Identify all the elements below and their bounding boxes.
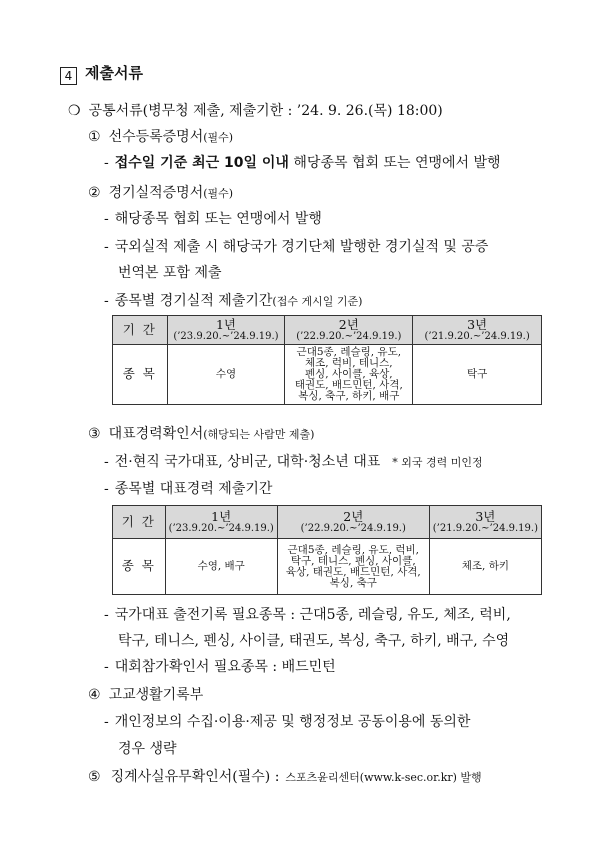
item-5-title: 징계사실유무확인서(필수) : <box>110 769 280 785</box>
item-1-detail-rest: 해당종목 협회 또는 연맹에서 발행 <box>288 155 501 171</box>
period-3-range: (’21.9.20.~’24.9.19.) <box>424 331 530 342</box>
sports-label-cell <box>113 539 166 595</box>
item-3-detail-3-text: 국가대표 출전기록 필요종목 : 근대5종, 레슬링, 유도, 체조, 럭비, <box>114 607 511 623</box>
item-5-heading <box>88 766 482 786</box>
item-3-detail-1-text: 전·현직 국가대표, 상비군, 대학·청소년 대표 <box>114 454 381 470</box>
sports-label-cell <box>113 345 168 405</box>
common-docs-line <box>68 100 443 120</box>
dash-marker: - <box>104 607 109 623</box>
item-1-detail-bold: 접수일 기준 최근 10일 이내 <box>114 155 289 171</box>
item-3-detail-1-note: * 외국 경력 미인정 <box>392 456 483 469</box>
item-4-detail-cont: 경우 생략 <box>118 741 177 757</box>
dash-marker: - <box>104 659 109 675</box>
period-header-cell <box>113 506 166 539</box>
period-3-cell <box>413 316 542 345</box>
period-header-cell <box>113 316 168 345</box>
period-1-year: 1년 <box>211 509 232 524</box>
dash-marker: - <box>104 714 109 730</box>
item-3-detail-4-text: 대회참가확인서 필요종목 : 배드민턴 <box>114 659 336 675</box>
item-2-detail-3 <box>104 290 362 310</box>
item-5-number: ⑤ <box>88 769 101 785</box>
sports-1-cell: 수영 <box>167 345 285 405</box>
sports-1-cell: 수영, 배구 <box>165 539 277 595</box>
period-1-cell <box>167 316 285 345</box>
item-2-number: ② <box>88 185 101 201</box>
circle-bullet-icon: ❍ <box>68 103 81 119</box>
period-1-range: (’23.9.20.~’24.9.19.) <box>173 331 279 342</box>
sports-2-line: 근대5종, 레슬링, 유도, 럭비, <box>287 543 420 556</box>
item-1-detail <box>104 152 501 172</box>
common-docs-text: 공통서류(병무청 제출, 제출기한 : ’24. 9. 26.(목) 18:00) <box>88 103 443 119</box>
item-1-title: 선수등록증명서 <box>108 129 204 145</box>
item-3-number: ③ <box>88 426 101 442</box>
item-2-detail-1-text: 해당종목 협회 또는 연맹에서 발행 <box>114 211 322 227</box>
item-3-detail-2-text: 종목별 대표경력 제출기간 <box>114 481 273 497</box>
sports-2-line: 탁구, 테니스, 펜싱, 사이클, <box>290 554 416 567</box>
sports-2-cell <box>277 539 429 595</box>
item-4-heading <box>88 684 203 704</box>
item-3-detail-1 <box>104 451 483 471</box>
sports-label: 종 목 <box>122 366 157 381</box>
item-4-number: ④ <box>88 687 101 703</box>
item-2-detail-2-cont: 번역본 포함 제출 <box>118 265 222 281</box>
period-header-label: 기 간 <box>122 321 157 337</box>
section-header <box>60 62 143 85</box>
sports-2-line: 태권도, 배드민턴, 사격, <box>294 379 403 391</box>
period-2-cell <box>285 316 413 345</box>
item-3-detail-4 <box>104 656 336 676</box>
sports-2-line: 체조, 럭비, 테니스, <box>304 357 393 369</box>
item-2-heading <box>88 182 233 202</box>
sports-3-cell: 탁구 <box>413 345 542 405</box>
period-3-year: 3년 <box>467 317 488 332</box>
item-3-note: (해당되는 사람만 제출) <box>203 428 315 441</box>
item-3-title: 대표경력확인서 <box>108 426 204 442</box>
performance-period-table <box>112 315 542 405</box>
item-3-detail-2 <box>104 478 272 498</box>
item-2-note: (필수) <box>203 187 234 200</box>
item-2-detail-1 <box>104 208 322 228</box>
item-2-detail-3-text: 종목별 경기실적 제출기간 <box>114 293 273 309</box>
item-2-detail-2-text: 국외실적 제출 시 해당국가 경기단체 발행한 경기실적 및 공증 <box>114 239 489 255</box>
item-3-heading <box>88 423 314 443</box>
sports-2-line: 육상, 태권도, 배드민턴, 사격, <box>285 565 421 578</box>
period-1-cell <box>165 506 277 539</box>
period-3-cell <box>429 506 541 539</box>
item-1-number: ① <box>88 129 101 145</box>
period-1-range: (’23.9.20.~’24.9.19.) <box>168 523 274 534</box>
dash-marker: - <box>104 239 109 255</box>
period-2-year: 2년 <box>343 509 364 524</box>
item-1-heading <box>88 126 233 146</box>
dash-marker: - <box>104 454 109 470</box>
period-3-range: (’21.9.20.~’24.9.19.) <box>432 523 538 534</box>
item-2-title: 경기실적증명서 <box>108 185 204 201</box>
sports-2-line: 근대5종, 레슬링, 유도, <box>296 346 402 358</box>
period-2-range: (’22.9.20.~’24.9.19.) <box>300 523 406 534</box>
section-title: 제출서류 <box>85 64 143 82</box>
item-4-detail <box>104 711 470 731</box>
dash-marker: - <box>104 211 109 227</box>
period-2-year: 2년 <box>338 317 359 332</box>
period-2-range: (’22.9.20.~’24.9.19.) <box>296 331 402 342</box>
sports-label: 종 목 <box>121 558 156 573</box>
dash-marker: - <box>104 293 109 309</box>
period-2-cell <box>277 506 429 539</box>
item-3-detail-3-cont: 탁구, 테니스, 펜싱, 사이클, 태권도, 복싱, 축구, 하키, 배구, 수영 <box>118 633 510 649</box>
item-4-title: 고교생활기록부 <box>108 687 204 703</box>
sports-3-cell: 체조, 하키 <box>429 539 541 595</box>
item-1-note: (필수) <box>203 131 234 144</box>
dash-marker: - <box>104 481 109 497</box>
period-header-label: 기 간 <box>121 513 156 529</box>
table-header-row <box>113 316 542 345</box>
table-row <box>113 539 542 595</box>
dash-marker: - <box>104 155 109 171</box>
item-2-detail-2 <box>104 236 488 256</box>
period-3-year: 3년 <box>475 509 496 524</box>
item-4-detail-text: 개인정보의 수집·이용·제공 및 행정정보 공동이용에 동의한 <box>114 714 471 730</box>
sports-2-line: 복싱, 축구, 하키, 배구 <box>298 390 400 402</box>
item-2-detail-3-note: (접수 게시일 기준) <box>272 295 363 308</box>
sports-2-line: 복싱, 축구 <box>329 576 377 589</box>
representative-period-table <box>112 505 542 595</box>
table-header-row <box>113 506 542 539</box>
sports-2-cell <box>285 345 413 405</box>
item-5-rest: 스포츠윤리센터(www.k-sec.or.kr) 발행 <box>285 771 482 784</box>
period-1-year: 1년 <box>215 317 236 332</box>
table-row <box>113 345 542 405</box>
sports-2-line: 펜싱, 사이클, 육상, <box>304 368 393 380</box>
item-3-detail-3 <box>104 604 511 624</box>
section-number-box: 4 <box>60 67 77 85</box>
